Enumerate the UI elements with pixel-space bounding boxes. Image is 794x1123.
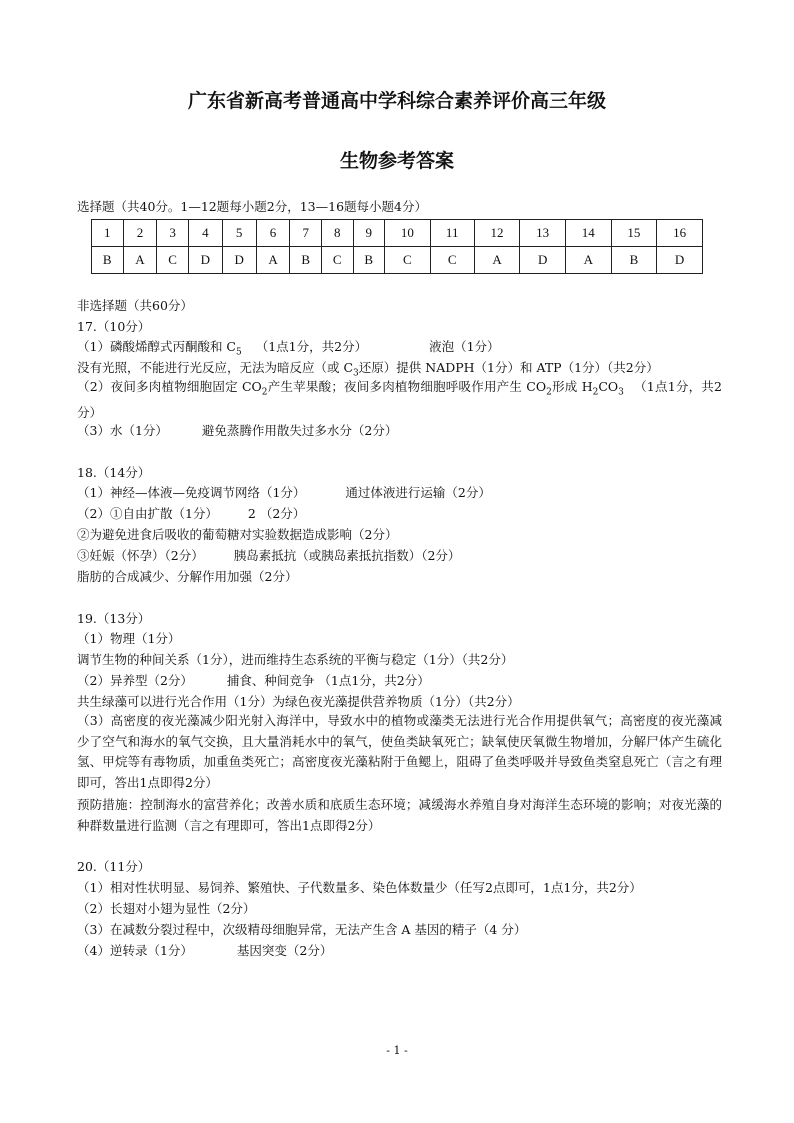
q17-answer-2-text-2: 产生苹果酸；夜间多肉植物细胞呼吸作用产生 CO (267, 379, 547, 394)
q18-answer-2c (77, 547, 460, 564)
answer-cell: D (222, 247, 256, 274)
question-number: 2 (123, 220, 157, 247)
q20-answer-4-text: （4）逆转录（1分） (77, 943, 193, 958)
answer-table (91, 219, 703, 274)
answer-cell: B (92, 247, 124, 274)
question-number: 13 (520, 220, 566, 247)
q17-answer-3 (77, 422, 397, 439)
subscript: 2 (592, 387, 599, 398)
q20-answer-3: （3）在减数分裂过程中，次级精母细胞异常，无法产生含 A 基因的精子（4 分） (77, 922, 527, 937)
question-number: 15 (611, 220, 657, 247)
question-number: 11 (430, 220, 474, 247)
answer-cell: C (157, 247, 189, 274)
q19-answer-1b: 调节生物的种间关系（1分），进而维持生态系统的平衡与稳定（1分）（共2分） (77, 652, 514, 667)
q17-detail-text-2: 还原）提供 NADPH（1分）和 ATP（1分）（共2分） (358, 360, 659, 375)
q18-heading: 18.（14分） (77, 465, 151, 480)
q19-answer-2b: 共生绿藻可以进行光合作用（1分）为绿色夜光藻提供营养物质（1分）（共2分） (77, 694, 520, 709)
question-number: 14 (565, 220, 611, 247)
question-number: 5 (222, 220, 256, 247)
question-number: 4 (188, 220, 222, 247)
answer-cell: A (565, 247, 611, 274)
q17-answer-2-text-3: 形成 H (551, 379, 593, 394)
q17-heading: 17.（10分） (77, 319, 151, 334)
answer-cell: A (474, 247, 520, 274)
q17-answer-3-text-2: 避免蒸腾作用散失过多水分（2分） (201, 423, 398, 438)
q17-answer-1 (77, 338, 500, 362)
q17-answer-2 (77, 377, 722, 424)
subscript: 2 (261, 387, 268, 398)
q18-answer-1-text-2: 通过体液进行运输（2分） (345, 485, 491, 500)
q19-answer-1: （1）物理（1分） (77, 631, 181, 646)
subscript: 2 (546, 387, 552, 398)
q17-answer-1-text: （1）磷酸烯醇式丙酮酸和 C (77, 339, 236, 354)
mc-intro: 选择题（共40分。1—12题每小题2分，13—16题每小题4分） (77, 199, 427, 214)
answer-cell: C (321, 247, 353, 274)
q18-answer-1-text: （1）神经—体液—免疫调节网络（1分） (77, 485, 306, 500)
question-number: 8 (321, 220, 353, 247)
answer-cell: D (188, 247, 222, 274)
q18-answer-2b: ②为避免进食后吸收的葡萄糖对实验数据造成影响（2分） (77, 527, 398, 542)
question-number: 12 (474, 220, 520, 247)
page-number: - 1 - (386, 1044, 408, 1057)
q20-heading: 20.（11分） (77, 859, 151, 874)
subscript: 3 (353, 368, 359, 379)
answer-number-row (92, 220, 703, 247)
q18-answer-2 (77, 505, 305, 522)
answer-letter-row (92, 247, 703, 274)
q19-answer-2 (77, 672, 430, 689)
question-number: 7 (290, 220, 322, 247)
q19-answer-2-text: （2）异养型（2分） (77, 673, 193, 688)
q18-answer-2-text-2: 2 （2分） (247, 506, 306, 521)
q20-answer-4-text-2: 基因突变（2分） (236, 943, 333, 958)
q17-answer-1-vacuole: 液泡（1分） (429, 339, 500, 354)
answer-cell: B (290, 247, 322, 274)
q18-answer-2c-text: ③妊娠（怀孕）（2分） (77, 548, 204, 563)
q19-heading: 19.（13分） (77, 611, 151, 626)
answer-cell: A (123, 247, 157, 274)
q17-answer-2-text-4: CO (598, 379, 619, 394)
q17-detail-text: 没有光照，不能进行光反应，无法为暗反应（或 C (77, 360, 354, 375)
answer-cell: B (611, 247, 657, 274)
page-subtitle: 生物参考答案 (339, 150, 454, 172)
answer-cell: B (353, 247, 385, 274)
q20-answer-1: （1）相对性状明显、易饲养、繁殖快、子代数量多、染色体数量少（任写2点即可，1点1分，共2分） (77, 880, 642, 895)
answer-cell: C (385, 247, 431, 274)
question-number: 6 (256, 220, 290, 247)
q20-answer-4 (77, 942, 332, 959)
q19-prevention: 预防措施：控制海水的富营养化；改善水质和底质生态环境；减缓海水养殖自身对海洋生态环境的影响；对夜光藻的种群数量进行监测（言之有理即可，答出1点即得2分） (77, 797, 722, 833)
q17-answer-1-points: （1点1分，共2分） (255, 339, 368, 354)
question-number: 3 (157, 220, 189, 247)
q19-answer-2-text-2: 捕食、种间竞争 （1点1分，共2分） (226, 673, 430, 688)
question-number: 9 (353, 220, 385, 247)
subscript: 5 (236, 347, 242, 358)
question-number: 10 (385, 220, 431, 247)
q18-answer-2-text: （2）①自由扩散（1分） (77, 506, 218, 521)
answer-cell: D (657, 247, 703, 274)
subscript: 3 (618, 387, 624, 398)
question-number: 16 (657, 220, 703, 247)
q17-answer-2-text: （2）夜间多肉植物细胞固定 CO (77, 379, 262, 394)
q19-answer-3: （3）高密度的夜光藻减少阳光射入海洋中，导致水中的植物或藻类无法进行光合作用提供氧气；高密度的夜光藻减少了空气和海水的氧气交换，且大量消耗水中的氧气，使鱼类缺氧死亡；缺氧使厌氧微生物增加，分解尸体产生硫化氢、甲烷等有毒物质，加重鱼类死亡；高密度夜光藻粘附于鱼鳃上，阻碍了鱼类呼吸并导致鱼类窒息死亡（言之有理即可，答出1点即得2分） (77, 713, 722, 790)
answer-cell: A (256, 247, 290, 274)
answer-cell: C (430, 247, 474, 274)
q18-answer-3: 脂肪的合成减少、分解作用加强（2分） (77, 569, 298, 584)
answer-cell: D (520, 247, 566, 274)
q17-answer-3-text: （3）水（1分） (77, 423, 168, 438)
question-number: 1 (92, 220, 124, 247)
nonchoice-intro: 非选择题（共60分） (77, 298, 193, 313)
q18-answer-2c-text-2: 胰岛素抵抗（或胰岛素抵抗指数）（2分） (233, 548, 461, 563)
page-title: 广东省新高考普通高中学科综合素养评价高三年级 (187, 90, 606, 112)
q18-answer-1 (77, 484, 491, 501)
q20-answer-2: （2）长翅对小翅为显性（2分） (77, 901, 256, 916)
q17-answer-2-points: （1点1分，共2分） (77, 379, 722, 420)
